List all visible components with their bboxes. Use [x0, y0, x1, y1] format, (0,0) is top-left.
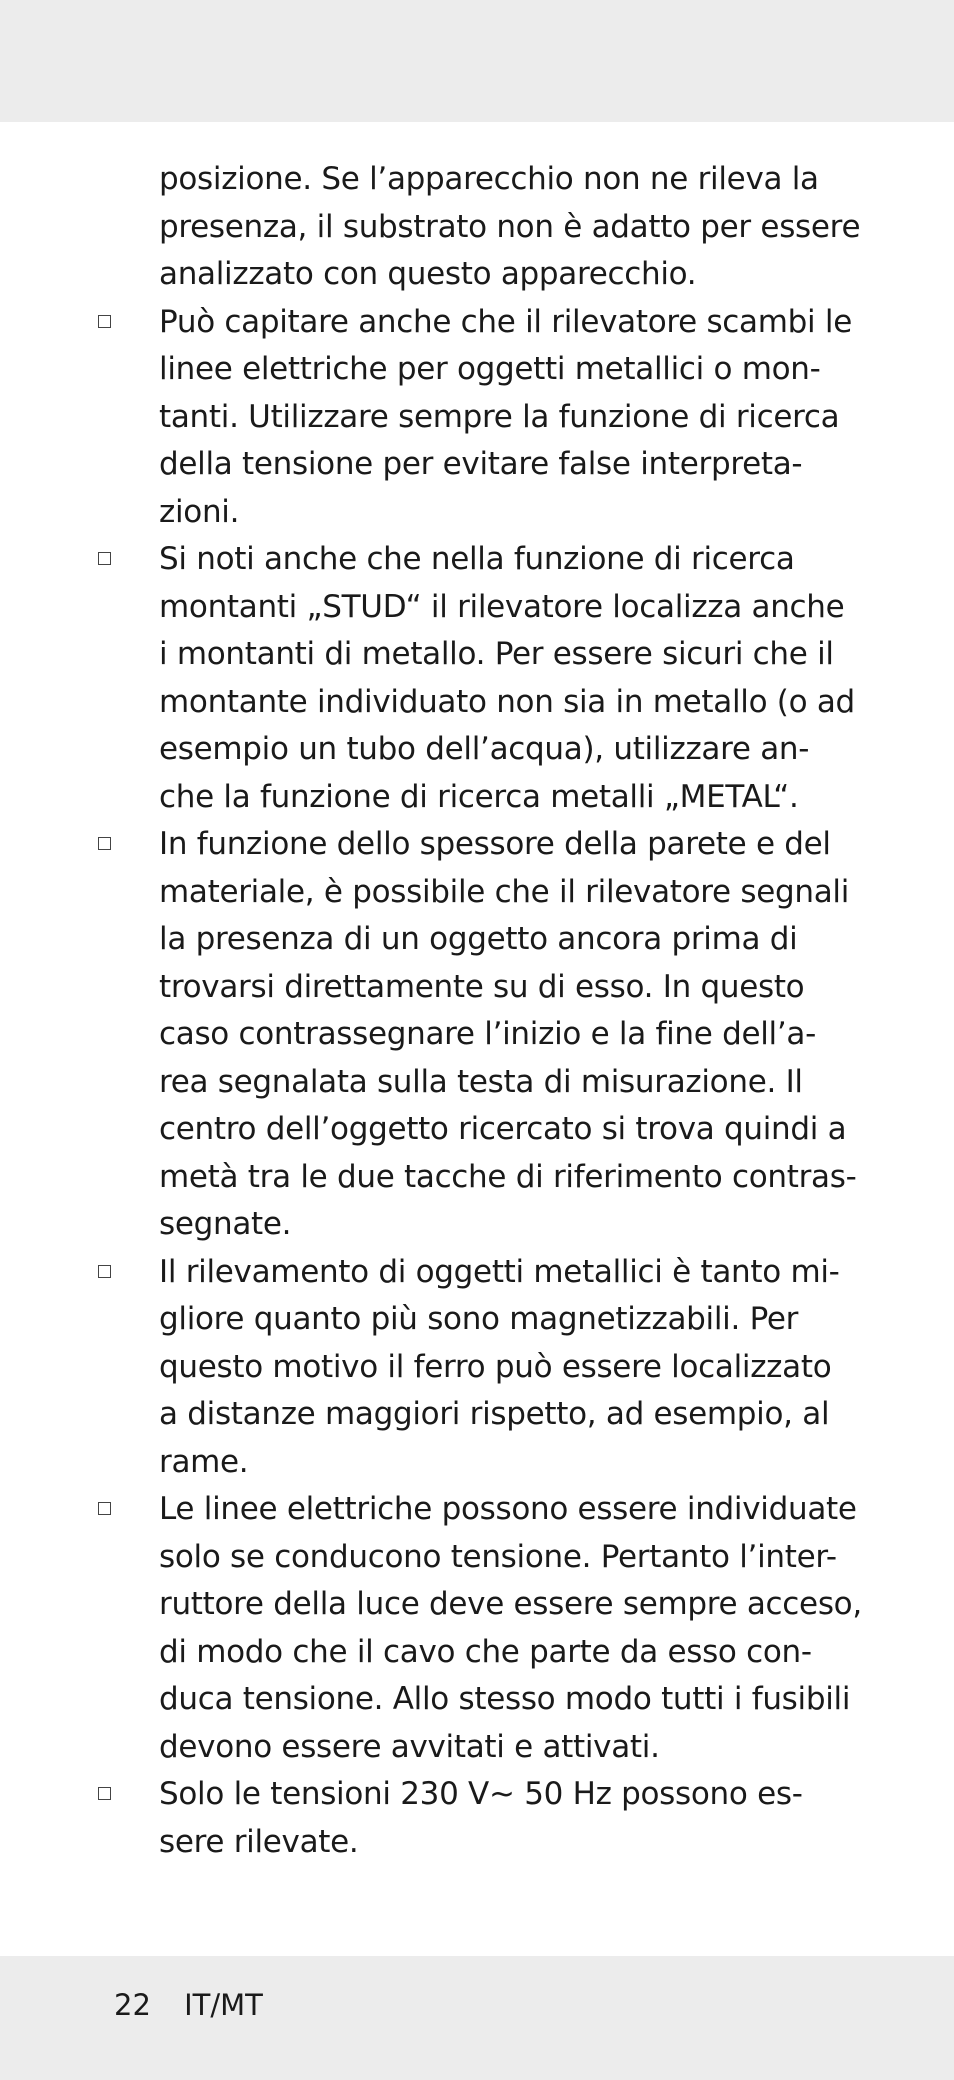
text-line: ruttore della luce deve essere sempre acceso,	[159, 1586, 862, 1622]
bullet-list-item	[159, 299, 852, 537]
square-bullet-icon	[98, 837, 111, 850]
text-line: In funzione dello spessore della parete e del	[159, 826, 831, 862]
text-line: la presenza di un oggetto ancora prima di	[159, 921, 798, 957]
text-line: trovarsi direttamente su di esso. In questo	[159, 968, 805, 1005]
text-line: questo motivo il ferro può essere localizzato	[159, 1348, 832, 1385]
text-line: i montanti di metallo. Per essere sicuri che il	[159, 636, 834, 672]
text-line: posizione. Se l’apparecchio non ne rileva la	[159, 161, 819, 197]
text-line: sere rilevate.	[159, 1823, 359, 1860]
document-body	[0, 156, 954, 1866]
text-line: della tensione per evitare false interpreta-	[159, 446, 803, 482]
square-bullet-icon	[98, 552, 111, 565]
page-header-band	[0, 0, 954, 122]
text-line: rame.	[159, 1443, 249, 1480]
text-line: che la funzione di ricerca metalli „METAL“.	[159, 778, 799, 815]
bullet-list-item	[159, 1771, 839, 1866]
text-line: Può capitare anche che il rilevatore scambi le	[159, 303, 852, 340]
text-line: Si noti anche che nella funzione di ricerca	[159, 541, 795, 577]
square-bullet-icon	[98, 1265, 111, 1278]
square-bullet-icon	[98, 1787, 111, 1800]
text-line: caso contrassegnare l’inizio e la fine dell’a-	[159, 1016, 816, 1052]
bullet-list-item	[159, 536, 855, 821]
text-line: rea segnalata sulla testa di misurazione. Il	[159, 1063, 803, 1100]
text-line: solo se conducono tensione. Pertanto l’inter-	[159, 1538, 837, 1575]
text-line: Il rilevamento di oggetti metallici è tanto mi-	[159, 1253, 840, 1290]
text-line: duca tensione. Allo stesso modo tutti i fusibili	[159, 1681, 851, 1717]
page-number: 22	[114, 1988, 151, 2022]
bullet-list-item	[159, 821, 857, 1249]
text-line: zioni.	[159, 493, 240, 530]
text-line: analizzato con questo apparecchio.	[159, 256, 697, 292]
text-line: Solo le tensioni 230 V~ 50 Hz possono es-	[159, 1776, 803, 1812]
bullet-list-item	[159, 1486, 862, 1771]
text-line: linee elettriche per oggetti metallici o mon-	[159, 351, 821, 387]
text-line: materiale, è possibile che il rilevatore segnali	[159, 873, 850, 910]
text-line: Le linee elettriche possono essere individuate	[159, 1491, 857, 1527]
text-line: metà tra le due tacche di riferimento contras-	[159, 1158, 857, 1195]
text-line: tanti. Utilizzare sempre la funzione di ricerca	[159, 398, 840, 435]
text-line: segnate.	[159, 1206, 292, 1242]
text-line: centro dell’oggetto ricercato si trova quindi a	[159, 1111, 847, 1147]
square-bullet-icon	[98, 1502, 111, 1515]
text-line: montanti „STUD“ il rilevatore localizza anche	[159, 588, 845, 625]
text-line: presenza, il substrato non è adatto per essere	[159, 208, 861, 245]
bullet-list-item	[159, 1249, 839, 1487]
body-paragraph	[159, 156, 861, 299]
text-line: di modo che il cavo che parte da esso con-	[159, 1633, 812, 1670]
page-footer	[114, 1988, 263, 2022]
language-code: IT/MT	[184, 1988, 263, 2022]
square-bullet-icon	[98, 315, 111, 328]
text-line: a distanze maggiori rispetto, ad esempio, al	[159, 1396, 830, 1432]
text-line: gliore quanto più sono magnetizzabili. Per	[159, 1301, 799, 1337]
text-line: devono essere avvitati e attivati.	[159, 1728, 660, 1765]
text-line: esempio un tubo dell’acqua), utilizzare an-	[159, 731, 810, 767]
text-line: montante individuato non sia in metallo (o ad	[159, 683, 855, 720]
